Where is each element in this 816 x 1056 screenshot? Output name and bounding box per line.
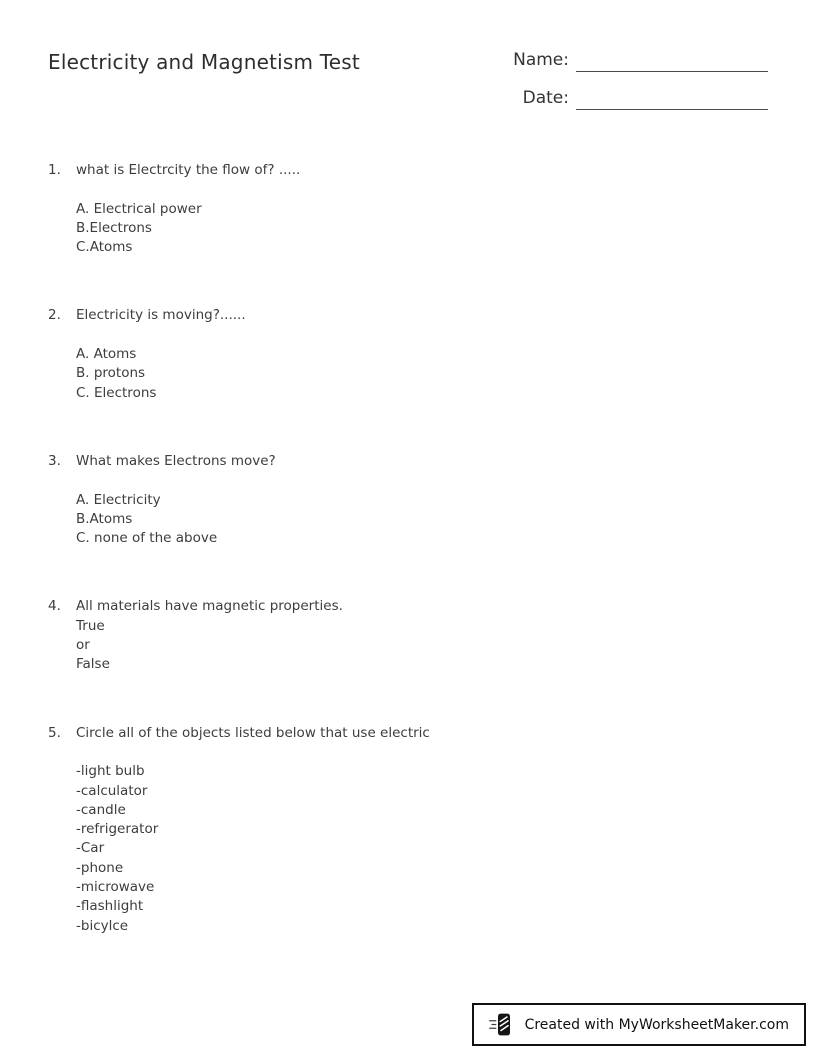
answer-option: B. protons [76,365,146,382]
answer-options [76,491,768,549]
question-3 [48,452,768,548]
question-2 [48,306,768,402]
page-title: Electricity and Magnetism Test [48,50,360,74]
question-text: Electricity is moving?...... [76,307,246,324]
question-number: 5. [48,724,61,741]
question-number: 2. [48,307,61,324]
answer-option: A. Atoms [76,346,137,363]
answer-option: or [76,637,90,654]
question-body [76,597,768,674]
question-5 [48,724,768,936]
answer-option: -phone [76,859,124,876]
question-text: What makes Electrons move? [76,452,276,469]
answer-option: -Car [76,840,105,857]
badge-text: Created with MyWorksheetMaker.com [524,1016,789,1033]
created-with-badge [472,1003,806,1046]
answer-option: A. Electrical power [76,200,202,217]
answer-option: C. Electrons [76,384,157,401]
question-text: All materials have magnetic properties. [76,598,343,615]
answer-option: -flashlight [76,898,144,915]
question-list [48,161,768,936]
worksheet-maker-logo-icon [489,1012,516,1037]
answer-option: A. Electricity [76,491,161,508]
answer-option: -refrigerator [76,821,159,838]
question-number: 3. [48,452,61,469]
answer-option: C. none of the above [76,530,218,547]
question-number: 4. [48,598,61,615]
answer-option: -candle [76,801,126,818]
question-body [76,452,768,548]
question-body [76,724,768,936]
date-label: Date: [522,88,569,108]
worksheet-header [0,0,816,110]
question-text: Circle all of the objects listed below that use electric [76,724,430,741]
answer-option: -calculator [76,782,148,799]
answer-option: B.Atoms [76,510,133,527]
answer-option: False [76,656,110,673]
name-label: Name: [513,50,569,70]
answer-options [76,345,768,403]
question-text: what is Electrcity the flow of? ..... [76,162,301,178]
answer-option: True [76,617,105,634]
date-blank-line [576,86,768,110]
answer-option: C.Atoms [76,239,133,256]
question-4 [48,597,768,674]
question-body [76,161,768,257]
answer-options [76,762,768,936]
answer-options [76,617,768,675]
answer-option: B.Electrons [76,219,152,236]
answer-option: -microwave [76,879,155,896]
question-1 [48,161,768,257]
name-date-block [513,48,768,110]
name-blank-line [576,48,768,72]
answer-options [76,200,768,258]
question-body [76,306,768,402]
answer-option: -light bulb [76,763,145,780]
question-number: 1. [48,162,61,178]
answer-option: -bicylce [76,917,129,934]
